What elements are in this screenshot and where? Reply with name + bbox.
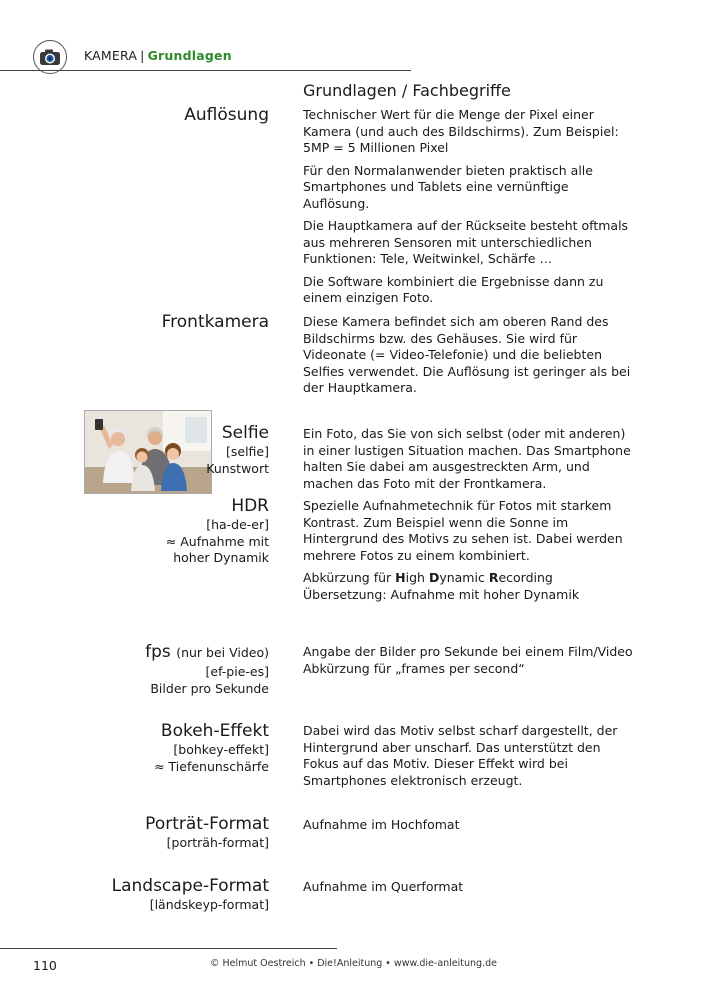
term-title-note: (nur bei Video) — [176, 645, 269, 660]
header-breadcrumb — [84, 48, 232, 63]
term-description — [303, 426, 633, 498]
description-paragraph: Angabe der Bilder pro Sekunde bei einem Film/Video Abkürzung für „frames per second“ — [303, 644, 633, 676]
term-title: Frontkamera — [161, 312, 269, 332]
term-title: Auflösung — [184, 105, 269, 125]
page-header — [0, 0, 707, 80]
term-title: Selfie — [221, 423, 269, 443]
abbr-letter: H — [395, 570, 406, 585]
term-pronunciation: [porträh-format] — [166, 835, 269, 850]
abbreviation-line — [303, 570, 633, 587]
term-description — [303, 314, 633, 403]
description-paragraph: Für den Normalanwender bieten praktisch alle Smartphones und Tablets eine vernünftige Auflösung. — [303, 162, 593, 211]
term-description — [303, 498, 633, 603]
term-label — [9, 813, 269, 852]
term-pronunciation: [ef-pie-es] — [205, 664, 269, 679]
footer-divider — [0, 948, 337, 949]
term-note: ≈ Tiefenunschärfe — [154, 758, 269, 774]
camera-icon — [33, 40, 67, 74]
abbr-rest: ecording — [498, 570, 553, 585]
header-subcategory: Grundlagen — [147, 48, 232, 63]
abbr-rest: ynamic — [439, 570, 489, 585]
term-title: Porträt-Format — [145, 814, 269, 834]
term-label — [9, 422, 269, 477]
header-separator: | — [140, 48, 145, 63]
term-pronunciation: [ländskeyp-format] — [149, 897, 269, 912]
footer-credit: © Helmut Oestreich • Die!Anleitung • www.die-anleitung.de — [210, 958, 497, 969]
translation-line: Übersetzung: Aufnahme mit hoher Dynamik — [303, 586, 580, 602]
description-paragraph: Aufnahme im Hochfomat — [303, 817, 460, 832]
term-label — [9, 495, 269, 567]
section-title: Grundlagen / Fachbegriffe — [303, 81, 511, 100]
abbr-letter: D — [428, 570, 440, 585]
term-label — [9, 641, 269, 697]
term-pronunciation: [selfie] — [226, 444, 269, 459]
abbr-rest: igh — [405, 570, 429, 585]
term-label — [9, 720, 269, 775]
term-title: HDR — [231, 496, 269, 516]
term-description — [303, 879, 633, 902]
description-paragraph: Dabei wird das Motiv selbst scharf dargestellt, der Hintergrund aber unscharf. Das unterstützt den Fokus auf das Motiv. Dieser Effekt wird bei Smartphones elektronisch erzeugt. — [303, 723, 618, 788]
description-paragraph: Technischer Wert für die Menge der Pixel einer Kamera (und auch des Bildschirms). Zum Beispiel: 5MP = 5 Millionen Pixel — [303, 107, 619, 155]
description-paragraph: Die Software kombiniert die Ergebnisse dann zu einem einzigen Foto. — [303, 273, 604, 305]
term-description — [303, 107, 633, 313]
term-pronunciation: [ha-de-er] — [206, 517, 269, 532]
term-title: fps — [145, 642, 171, 662]
term-note: ≈ Aufnahme mit — [165, 533, 269, 549]
term-description — [303, 644, 633, 683]
term-title: Bokeh-Effekt — [160, 721, 269, 741]
abbr-letter: R — [488, 570, 499, 585]
term-pronunciation: [bohkey-effekt] — [173, 742, 269, 757]
term-note: hoher Dynamik — [173, 550, 269, 565]
header-divider — [0, 70, 411, 71]
description-paragraph: Ein Foto, das Sie von sich selbst (oder mit anderen) in einer lustigen Situation machen. Das Smartphone halten Sie dabei am ausgestreckten Arm, und machen das Foto mit der Frontkamera. — [303, 426, 631, 491]
term-label — [9, 311, 269, 333]
term-label — [9, 875, 269, 914]
description-paragraph: Aufnahme im Querformat — [303, 879, 464, 894]
term-note: Kunstwort — [206, 460, 269, 476]
abbr-prefix: Abkürzung für — [303, 570, 396, 585]
description-paragraph: Spezielle Aufnahmetechnik für Fotos mit starkem Kontrast. Zum Beispiel wenn die Sonne im Hintergrund des Motivs zu sehen ist. Dabei werden mehrere Fotos zu einem kombiniert. — [303, 498, 623, 563]
term-description — [303, 817, 633, 840]
term-label — [9, 104, 269, 126]
term-title: Landscape-Format — [111, 876, 269, 896]
description-paragraph: Die Hauptkamera auf der Rückseite besteht oftmals aus mehreren Sensoren mit unterschiedlichen Funktionen: Tele, Weitwinkel, Schärfe … — [303, 218, 629, 266]
header-category: KAMERA — [84, 48, 138, 63]
term-description — [303, 723, 633, 795]
term-title-line — [9, 641, 269, 664]
description-paragraph: Diese Kamera befindet sich am oberen Rand des Bildschirms bzw. des Gehäuses. Sie wird für Videonate (= Video-Telefonie) und die beliebten Selfies verwendet. Die Auflösung ist geringer als bei der Hauptkamera. — [303, 314, 631, 395]
term-note: Bilder pro Sekunde — [150, 680, 269, 696]
page-number: 110 — [33, 958, 57, 973]
